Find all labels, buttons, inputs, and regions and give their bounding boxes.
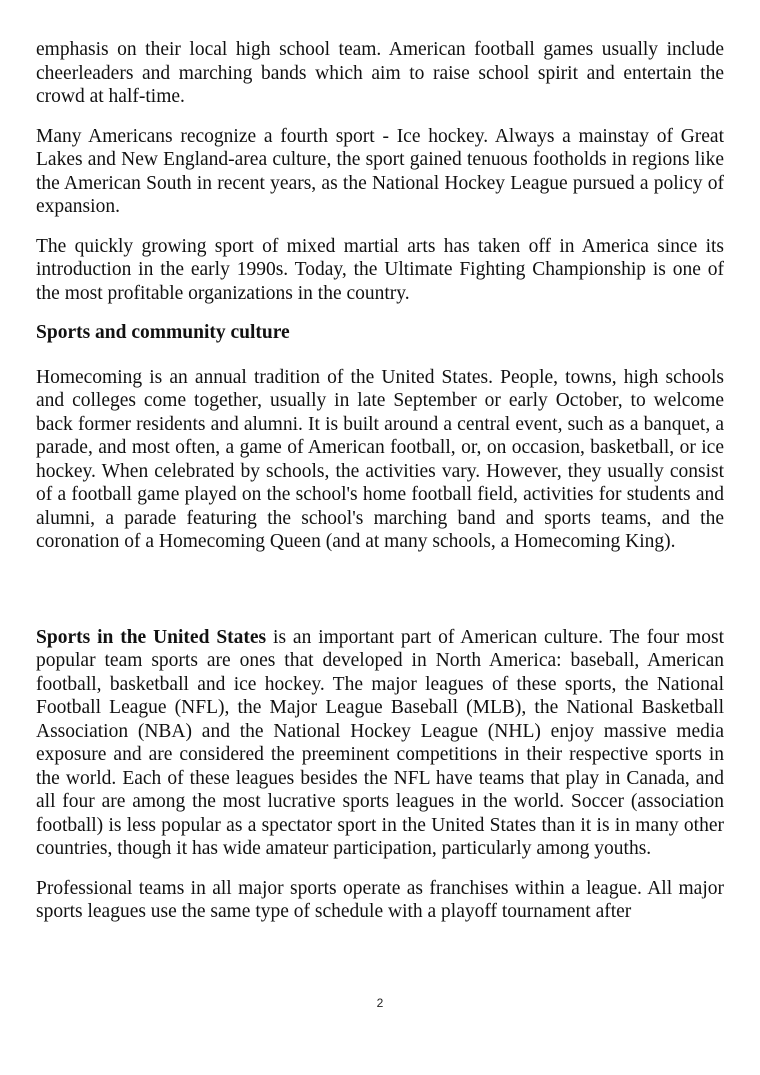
section-gap [36,570,724,626]
paragraph-ice-hockey: Many Americans recognize a fourth sport - Ice hockey. Always a mainstay of Great Lakes and New England-area culture, the sport gained tenuous footholds in regions like the American South in recent years, as the National Hockey League pursued a policy of expansion. [36,125,724,217]
intro-lead-rest: is an important part of American culture. The four most popular team sports are ones that developed in North America: baseball, American football, basketball and ice hockey. The major leagues of these sports, the National Football League (NFL), the Major League Baseball (MLB), the National Basketball Association (NBA) and the National Hockey League (NHL) enjoy massive media exposure and are considered the preeminent competitions in their respective sports in the world. Each of these leagues besides the NFL have teams that play in Canada, and all four are among the most lucrative sports leagues in the world. Soccer (association football) is less popular as a spectator sport in the United States than it is in many other countries, though it has wide amateur participation, particularly among youths. [36,626,724,859]
paragraph-mixed-martial-arts: The quickly growing sport of mixed martial arts has taken off in America since its introduction in the early 1990s. Today, the Ultimate Fighting Championship is one of the most profitable organizations in the country. [36,235,724,304]
paragraph-sports-intro [36,626,724,861]
paragraph-high-school-football: emphasis on their local high school team. American football games usually include cheerleaders and marching bands which aim to raise school spirit and entertain the crowd at half-time. [36,39,724,107]
section-heading: Sports and community culture [36,322,290,343]
document-page [36,38,724,940]
paragraph-homecoming: Homecoming is an annual tradition of the United States. People, towns, high schools and colleges come together, usually in late September or early October, to welcome back former residents and alumni. It is built around a central event, such as a banquet, a parade, and most often, a game of American football, or, on occasion, basketball, or ice hockey. When celebrated by schools, the activities vary. However, they usually consist of a football game played on the school's home football field, activities for students and alumni, a parade featuring the school's marching band and sports teams, and the coronation of a Homecoming Queen (and at many schools, a Homecoming King). [36,366,724,552]
paragraph-professional-teams: Professional teams in all major sports operate as franchises within a league. All major sports leagues use the same type of schedule with a playoff tournament after [36,877,724,922]
intro-lead-bold: Sports in the United States [36,626,267,648]
page-number: 2 [376,996,384,1010]
